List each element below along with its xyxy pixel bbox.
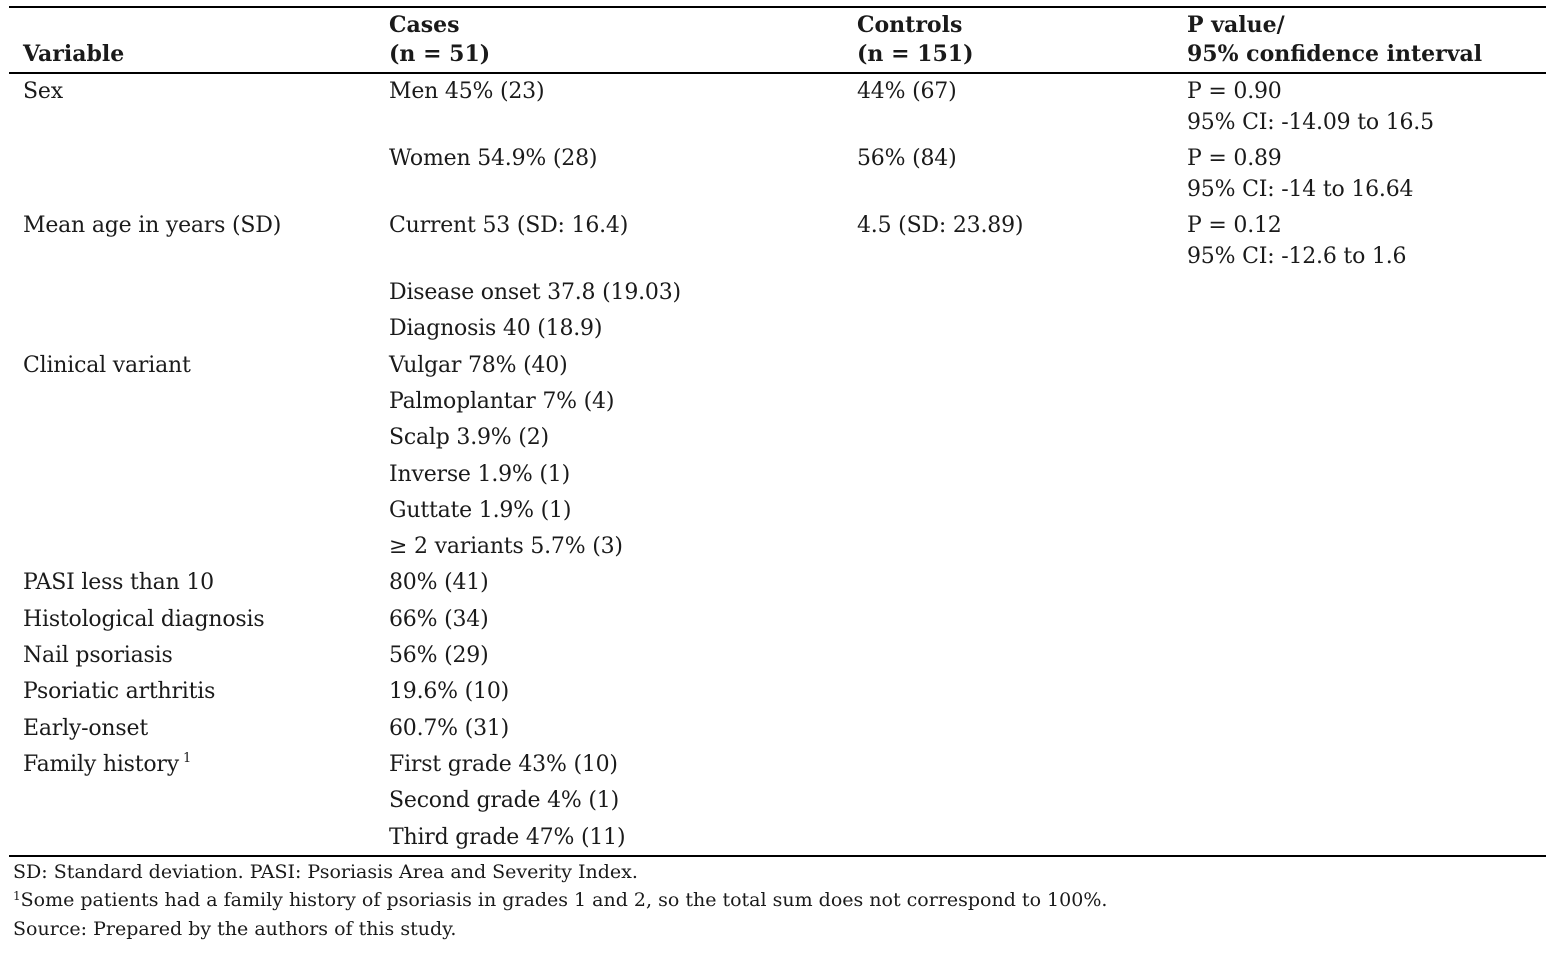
row-variant-inverse: Inverse 1.9% (1) — [389, 462, 570, 487]
row-family-variable — [23, 749, 191, 783]
row-arthritis-variable: Psoriatic arthritis — [23, 679, 216, 704]
row-sex-men-ci: 95% CI: -14.09 to 16.5 — [1187, 110, 1434, 135]
table-bottom-rule — [9, 855, 1546, 857]
row-histological-cases: 66% (34) — [389, 607, 489, 632]
row-pasi-cases: 80% (41) — [389, 570, 489, 595]
header-cases-title: Cases — [389, 12, 460, 38]
note-source: Source: Prepared by the authors of this study. — [13, 918, 457, 940]
table-top-rule — [9, 6, 1546, 8]
note-footnote-marker: 1 — [13, 889, 21, 903]
header-controls-title: Controls — [857, 12, 963, 38]
row-age-current-controls: 4.5 (SD: 23.89) — [857, 213, 1024, 238]
row-variant-palmoplantar: Palmoplantar 7% (4) — [389, 389, 615, 414]
row-nail-variable: Nail psoriasis — [23, 643, 173, 668]
row-early-variable: Early-onset — [23, 716, 148, 741]
footnote-marker: 1 — [182, 751, 192, 766]
header-controls-n: (n = 151) — [857, 41, 974, 67]
row-variant-multiple: ≥ 2 variants 5.7% (3) — [389, 534, 623, 559]
row-family-label: Family history — [23, 752, 179, 777]
row-sex-women-cases: Women 54.9% (28) — [389, 146, 598, 171]
row-family-third: Third grade 47% (11) — [389, 825, 626, 850]
note-footnote-text: Some patients had a family history of psoriasis in grades 1 and 2, so the total sum does not correspond to 100%. — [20, 889, 1108, 911]
note-abbreviations: SD: Standard deviation. PASI: Psoriasis Area and Severity Index. — [13, 861, 638, 883]
header-variable: Variable — [23, 41, 125, 67]
row-sex-men-controls: 44% (67) — [857, 79, 957, 104]
row-age-variable: Mean age in years (SD) — [23, 213, 282, 238]
row-age-onset: Disease onset 37.8 (19.03) — [389, 280, 681, 305]
row-variant-scalp: Scalp 3.9% (2) — [389, 425, 549, 450]
table-header-rule — [9, 72, 1546, 74]
row-early-cases: 60.7% (31) — [389, 716, 510, 741]
row-age-current-cases: Current 53 (SD: 16.4) — [389, 213, 629, 238]
row-histological-variable: Histological diagnosis — [23, 607, 265, 632]
row-variant-guttate: Guttate 1.9% (1) — [389, 498, 572, 523]
row-family-second: Second grade 4% (1) — [389, 788, 619, 813]
row-age-diagnosis: Diagnosis 40 (18.9) — [389, 316, 603, 341]
note-footnote — [13, 886, 1107, 916]
row-variant-vulgar: Vulgar 78% (40) — [389, 353, 568, 378]
row-sex-variable: Sex — [23, 79, 63, 104]
row-sex-women-ci: 95% CI: -14 to 16.64 — [1187, 177, 1414, 202]
row-pasi-variable: PASI less than 10 — [23, 570, 214, 595]
row-arthritis-cases: 19.6% (10) — [389, 679, 510, 704]
row-sex-women-controls: 56% (84) — [857, 146, 957, 171]
row-sex-women-p: P = 0.89 — [1187, 146, 1282, 171]
row-variant-variable: Clinical variant — [23, 353, 191, 378]
row-sex-men-p: P = 0.90 — [1187, 79, 1282, 104]
row-family-first: First grade 43% (10) — [389, 752, 618, 777]
row-nail-cases: 56% (29) — [389, 643, 489, 668]
row-age-current-ci: 95% CI: -12.6 to 1.6 — [1187, 244, 1407, 269]
row-sex-men-cases: Men 45% (23) — [389, 79, 545, 104]
header-cases-n: (n = 51) — [389, 41, 491, 67]
header-pvalue-title: P value/ — [1187, 12, 1285, 38]
row-age-current-p: P = 0.12 — [1187, 213, 1282, 238]
header-pvalue-sub: 95% confidence interval — [1187, 41, 1483, 67]
